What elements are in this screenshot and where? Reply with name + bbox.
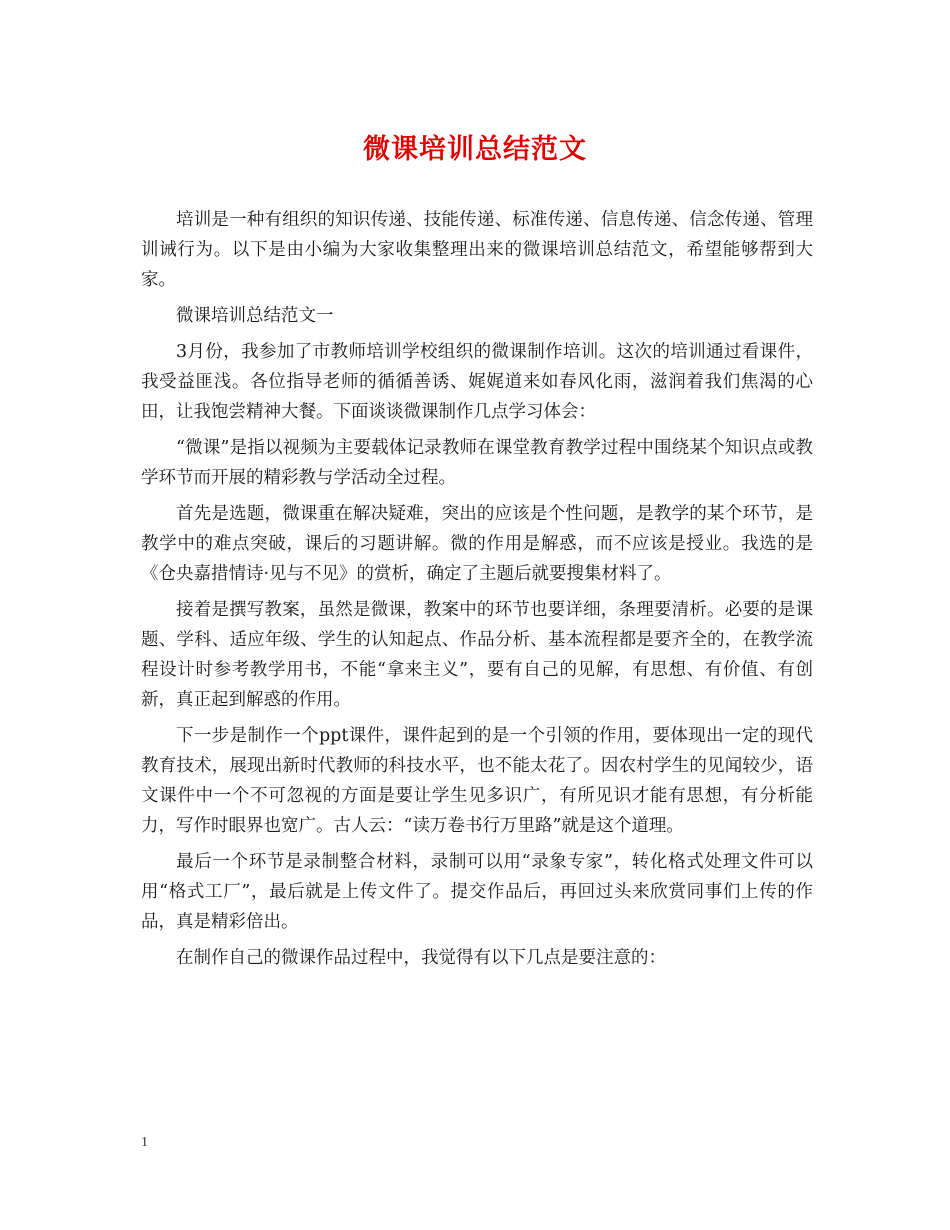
document-body — [141, 205, 813, 979]
section-heading: 微课培训总结范文一 — [176, 306, 334, 326]
body-paragraph: 最后一个环节是录制整合材料，录制可以用“录象专家”，转化格式处理文件可以用“格式工厂”，最后就是上传文件了。提交作品后，再回过头来欣赏同事们上传的作品，真是精彩倍出。 — [141, 852, 813, 932]
body-paragraph: 下一步是制作一个ppt课件，课件起到的是一个引领的作用，要体现出一定的现代教育技术，展现出新时代教师的科技水平，也不能太花了。因农村学生的见闻较少，语文课件中一个不可忽视的方面是要让学生见多识广，有所见识才能有思想，有分析能力，写作时眼界也宽广。古人云：“读万卷书行万里路”就是这个道理。 — [141, 726, 813, 836]
document-title: 微课培训总结范文 — [363, 134, 587, 165]
body-paragraph: “微课”是指以视频为主要载体记录教师在课堂教育教学过程中围绕某个知识点或教学环节而开展的精彩教与学活动全过程。 — [141, 438, 813, 488]
body-paragraph: 3月份，我参加了市教师培训学校组织的微课制作培训。这次的培训通过看课件，我受益匪浅。各位指导老师的循循善诱、娓娓道来如春风化雨，滋润着我们焦渴的心田，让我饱尝精神大餐。下面谈谈微课制作几点学习体会： — [141, 342, 813, 422]
page-number: 1 — [141, 1135, 148, 1150]
body-paragraph: 接着是撰写教案，虽然是微课，教案中的环节也要详细，条理要清析。必要的是课题、学科、适应年级、学生的认知起点、作品分析、基本流程都是要齐全的，在教学流程设计时参考教学用书，不能“拿来主义”，要有自己的见解，有思想、有价值、有创新，真正起到解惑的作用。 — [141, 600, 813, 710]
body-paragraph: 在制作自己的微课作品过程中，我觉得有以下几点是要注意的： — [176, 948, 666, 968]
intro-paragraph: 培训是一种有组织的知识传递、技能传递、标准传递、信息传递、信念传递、管理训诫行为。以下是由小编为大家收集整理出来的微课培训总结范文，希望能够帮到大家。 — [141, 210, 813, 290]
body-paragraph: 首先是选题，微课重在解决疑难，突出的应该是个性问题，是教学的某个环节，是教学中的难点突破，课后的习题讲解。微的作用是解惑，而不应该是授业。我选的是《仓央嘉措情诗·见与不见》的赏析，确定了主题后就要搜集材料了。 — [141, 504, 813, 584]
